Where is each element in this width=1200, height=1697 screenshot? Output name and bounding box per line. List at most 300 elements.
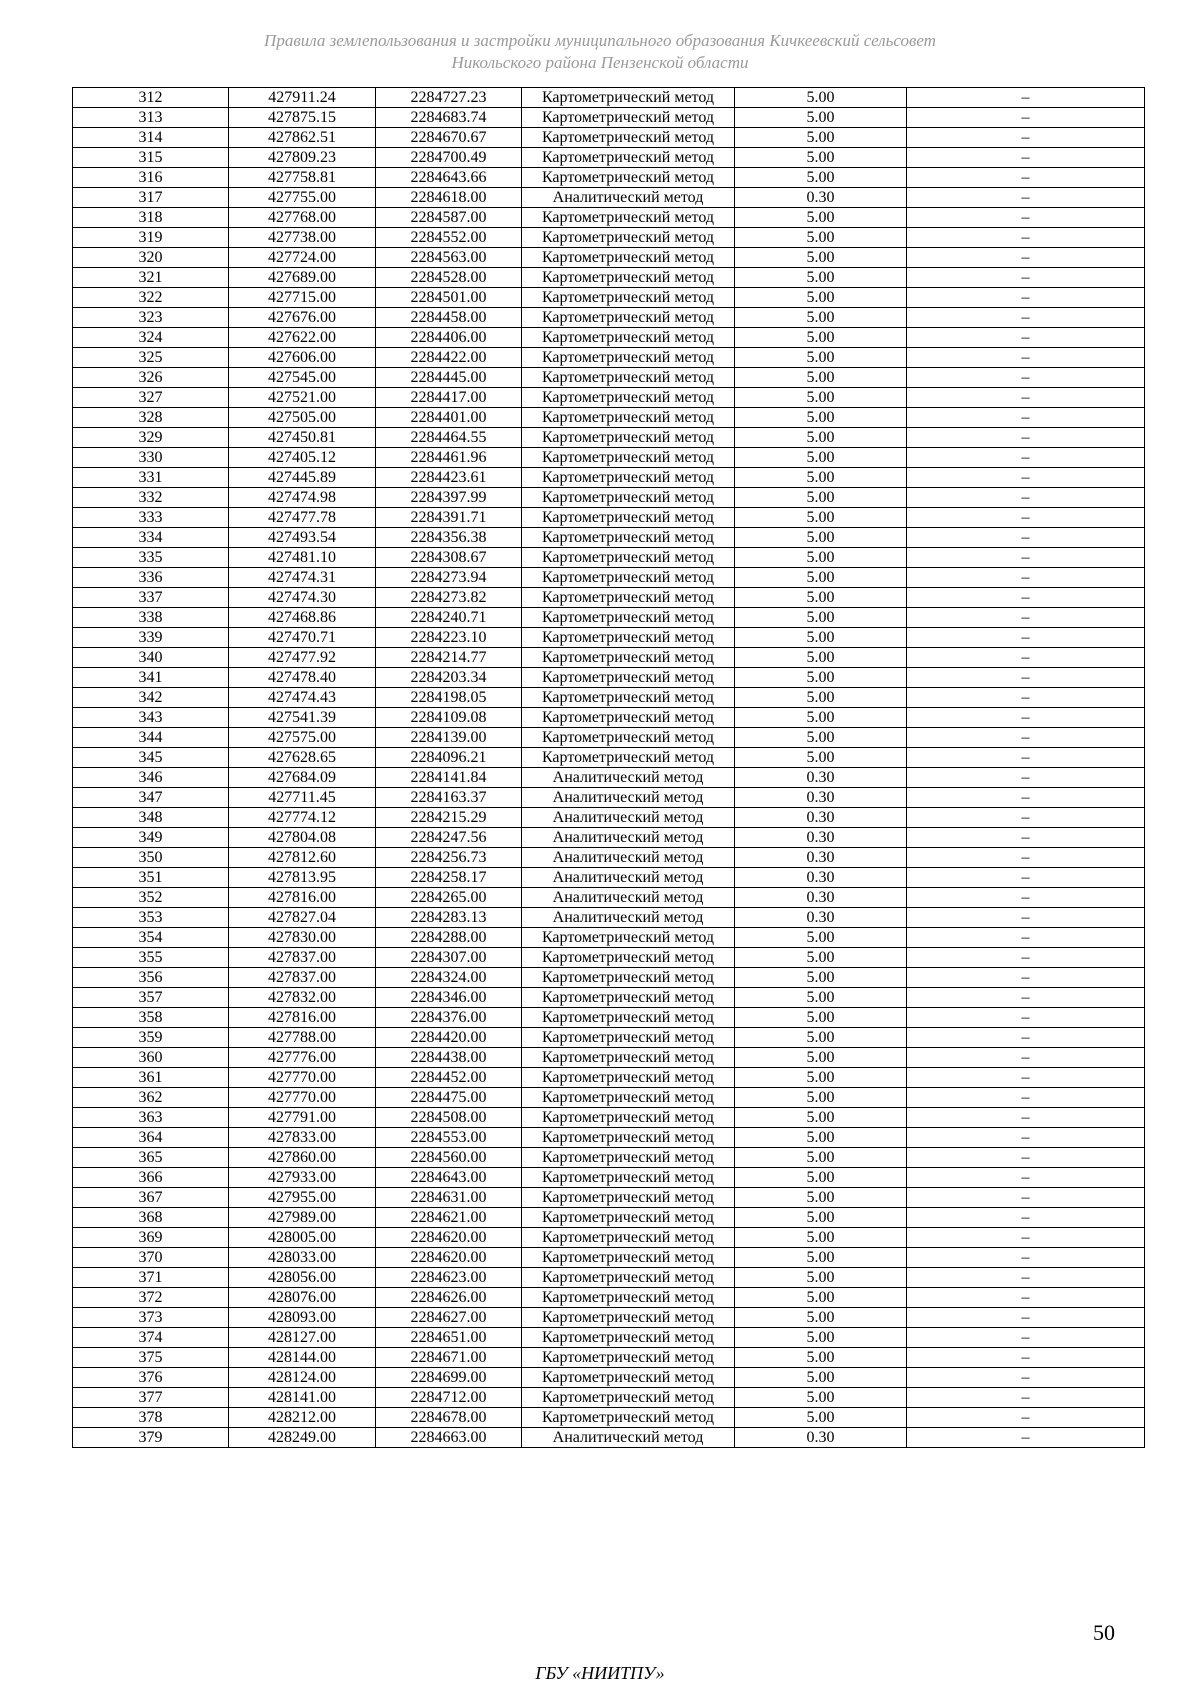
x-coordinate-cell: 427860.00 — [229, 1148, 376, 1168]
method-cell: Картометрический метод — [522, 1388, 735, 1408]
accuracy-cell: 5.00 — [735, 668, 907, 688]
accuracy-cell: 0.30 — [735, 808, 907, 828]
note-cell: – — [907, 128, 1145, 148]
point-number-cell: 340 — [73, 648, 229, 668]
point-number-cell: 348 — [73, 808, 229, 828]
x-coordinate-cell: 427837.00 — [229, 948, 376, 968]
method-cell: Картометрический метод — [522, 1128, 735, 1148]
y-coordinate-cell: 2284727.23 — [376, 88, 522, 108]
table-row — [73, 288, 1145, 308]
point-number-cell: 370 — [73, 1248, 229, 1268]
accuracy-cell: 5.00 — [735, 408, 907, 428]
point-number-cell: 317 — [73, 188, 229, 208]
table-row — [73, 1368, 1145, 1388]
x-coordinate-cell: 427768.00 — [229, 208, 376, 228]
method-cell: Аналитический метод — [522, 808, 735, 828]
table-row — [73, 348, 1145, 368]
table-row — [73, 668, 1145, 688]
accuracy-cell: 5.00 — [735, 288, 907, 308]
table-row — [73, 1148, 1145, 1168]
table-row — [73, 108, 1145, 128]
method-cell: Аналитический метод — [522, 828, 735, 848]
table-row — [73, 1128, 1145, 1148]
point-number-cell: 366 — [73, 1168, 229, 1188]
x-coordinate-cell: 428212.00 — [229, 1408, 376, 1428]
note-cell: – — [907, 1388, 1145, 1408]
accuracy-cell: 0.30 — [735, 848, 907, 868]
accuracy-cell: 5.00 — [735, 1408, 907, 1428]
x-coordinate-cell: 428249.00 — [229, 1428, 376, 1448]
method-cell: Картометрический метод — [522, 508, 735, 528]
y-coordinate-cell: 2284324.00 — [376, 968, 522, 988]
y-coordinate-cell: 2284307.00 — [376, 948, 522, 968]
x-coordinate-cell: 427575.00 — [229, 728, 376, 748]
note-cell: – — [907, 1328, 1145, 1348]
accuracy-cell: 5.00 — [735, 448, 907, 468]
point-number-cell: 342 — [73, 688, 229, 708]
note-cell: – — [907, 828, 1145, 848]
note-cell: – — [907, 708, 1145, 728]
note-cell: – — [907, 768, 1145, 788]
point-number-cell: 341 — [73, 668, 229, 688]
point-number-cell: 330 — [73, 448, 229, 468]
header-line-2: Никольского района Пензенской области — [451, 53, 749, 72]
x-coordinate-cell: 427474.43 — [229, 688, 376, 708]
accuracy-cell: 5.00 — [735, 1088, 907, 1108]
point-number-cell: 346 — [73, 768, 229, 788]
y-coordinate-cell: 2284096.21 — [376, 748, 522, 768]
x-coordinate-cell: 427474.31 — [229, 568, 376, 588]
method-cell: Аналитический метод — [522, 868, 735, 888]
point-number-cell: 339 — [73, 628, 229, 648]
point-number-cell: 336 — [73, 568, 229, 588]
table-row — [73, 1248, 1145, 1268]
accuracy-cell: 5.00 — [735, 1248, 907, 1268]
note-cell: – — [907, 288, 1145, 308]
accuracy-cell: 5.00 — [735, 568, 907, 588]
y-coordinate-cell: 2284417.00 — [376, 388, 522, 408]
y-coordinate-cell: 2284438.00 — [376, 1048, 522, 1068]
table-row — [73, 228, 1145, 248]
table-row — [73, 1348, 1145, 1368]
method-cell: Картометрический метод — [522, 1288, 735, 1308]
point-number-cell: 365 — [73, 1148, 229, 1168]
table-row — [73, 188, 1145, 208]
method-cell: Картометрический метод — [522, 308, 735, 328]
point-number-cell: 377 — [73, 1388, 229, 1408]
x-coordinate-cell: 428076.00 — [229, 1288, 376, 1308]
table-row — [73, 1048, 1145, 1068]
y-coordinate-cell: 2284223.10 — [376, 628, 522, 648]
note-cell: – — [907, 1368, 1145, 1388]
x-coordinate-cell: 427837.00 — [229, 968, 376, 988]
accuracy-cell: 5.00 — [735, 588, 907, 608]
note-cell: – — [907, 1148, 1145, 1168]
y-coordinate-cell: 2284563.00 — [376, 248, 522, 268]
accuracy-cell: 5.00 — [735, 508, 907, 528]
accuracy-cell: 5.00 — [735, 1208, 907, 1228]
note-cell: – — [907, 868, 1145, 888]
point-number-cell: 363 — [73, 1108, 229, 1128]
note-cell: – — [907, 508, 1145, 528]
method-cell: Картометрический метод — [522, 1328, 735, 1348]
point-number-cell: 371 — [73, 1268, 229, 1288]
method-cell: Картометрический метод — [522, 88, 735, 108]
accuracy-cell: 5.00 — [735, 608, 907, 628]
y-coordinate-cell: 2284198.05 — [376, 688, 522, 708]
point-number-cell: 333 — [73, 508, 229, 528]
x-coordinate-cell: 427715.00 — [229, 288, 376, 308]
note-cell: – — [907, 268, 1145, 288]
point-number-cell: 378 — [73, 1408, 229, 1428]
point-number-cell: 316 — [73, 168, 229, 188]
method-cell: Картометрический метод — [522, 1268, 735, 1288]
y-coordinate-cell: 2284273.82 — [376, 588, 522, 608]
note-cell: – — [907, 468, 1145, 488]
method-cell: Картометрический метод — [522, 1248, 735, 1268]
x-coordinate-cell: 428005.00 — [229, 1228, 376, 1248]
y-coordinate-cell: 2284501.00 — [376, 288, 522, 308]
table-row — [73, 1328, 1145, 1348]
accuracy-cell: 5.00 — [735, 308, 907, 328]
accuracy-cell: 5.00 — [735, 728, 907, 748]
note-cell: – — [907, 248, 1145, 268]
point-number-cell: 335 — [73, 548, 229, 568]
table-row — [73, 708, 1145, 728]
x-coordinate-cell: 427724.00 — [229, 248, 376, 268]
accuracy-cell: 5.00 — [735, 428, 907, 448]
x-coordinate-cell: 427521.00 — [229, 388, 376, 408]
accuracy-cell: 0.30 — [735, 1428, 907, 1448]
x-coordinate-cell: 427468.86 — [229, 608, 376, 628]
table-row — [73, 1088, 1145, 1108]
accuracy-cell: 5.00 — [735, 128, 907, 148]
table-row — [73, 1188, 1145, 1208]
note-cell: – — [907, 428, 1145, 448]
x-coordinate-cell: 427493.54 — [229, 528, 376, 548]
note-cell: – — [907, 568, 1145, 588]
note-cell: – — [907, 1248, 1145, 1268]
x-coordinate-cell: 427622.00 — [229, 328, 376, 348]
point-number-cell: 352 — [73, 888, 229, 908]
accuracy-cell: 5.00 — [735, 268, 907, 288]
note-cell: – — [907, 748, 1145, 768]
x-coordinate-cell: 427628.65 — [229, 748, 376, 768]
page-number: 50 — [1093, 1620, 1115, 1645]
method-cell: Картометрический метод — [522, 488, 735, 508]
table-row — [73, 1208, 1145, 1228]
y-coordinate-cell: 2284643.66 — [376, 168, 522, 188]
note-cell: – — [907, 668, 1145, 688]
table-row — [73, 508, 1145, 528]
point-number-cell: 358 — [73, 1008, 229, 1028]
method-cell: Картометрический метод — [522, 608, 735, 628]
point-number-cell: 360 — [73, 1048, 229, 1068]
header-line-1: Правила землепользования и застройки муниципального образования Кичкеевский сельсовет — [264, 31, 936, 50]
table-row — [73, 788, 1145, 808]
accuracy-cell: 5.00 — [735, 968, 907, 988]
x-coordinate-cell: 427791.00 — [229, 1108, 376, 1128]
accuracy-cell: 5.00 — [735, 488, 907, 508]
accuracy-cell: 5.00 — [735, 1008, 907, 1028]
accuracy-cell: 5.00 — [735, 368, 907, 388]
accuracy-cell: 5.00 — [735, 88, 907, 108]
note-cell: – — [907, 348, 1145, 368]
x-coordinate-cell: 427606.00 — [229, 348, 376, 368]
note-cell: – — [907, 168, 1145, 188]
point-number-cell: 345 — [73, 748, 229, 768]
point-number-cell: 338 — [73, 608, 229, 628]
point-number-cell: 325 — [73, 348, 229, 368]
point-number-cell: 331 — [73, 468, 229, 488]
note-cell: – — [907, 488, 1145, 508]
accuracy-cell: 0.30 — [735, 788, 907, 808]
y-coordinate-cell: 2284376.00 — [376, 1008, 522, 1028]
y-coordinate-cell: 2284643.00 — [376, 1168, 522, 1188]
table-row — [73, 848, 1145, 868]
point-number-cell: 361 — [73, 1068, 229, 1088]
x-coordinate-cell: 428141.00 — [229, 1388, 376, 1408]
method-cell: Картометрический метод — [522, 348, 735, 368]
table-row — [73, 1168, 1145, 1188]
table-row — [73, 428, 1145, 448]
x-coordinate-cell: 427827.04 — [229, 908, 376, 928]
accuracy-cell: 5.00 — [735, 748, 907, 768]
point-number-cell: 353 — [73, 908, 229, 928]
accuracy-cell: 5.00 — [735, 168, 907, 188]
x-coordinate-cell: 427804.08 — [229, 828, 376, 848]
accuracy-cell: 5.00 — [735, 1368, 907, 1388]
x-coordinate-cell: 427833.00 — [229, 1128, 376, 1148]
point-number-cell: 324 — [73, 328, 229, 348]
y-coordinate-cell: 2284452.00 — [376, 1068, 522, 1088]
y-coordinate-cell: 2284508.00 — [376, 1108, 522, 1128]
note-cell: – — [907, 88, 1145, 108]
accuracy-cell: 5.00 — [735, 228, 907, 248]
note-cell: – — [907, 628, 1145, 648]
method-cell: Картометрический метод — [522, 128, 735, 148]
method-cell: Картометрический метод — [522, 1108, 735, 1128]
x-coordinate-cell: 427711.45 — [229, 788, 376, 808]
point-number-cell: 372 — [73, 1288, 229, 1308]
accuracy-cell: 5.00 — [735, 628, 907, 648]
note-cell: – — [907, 148, 1145, 168]
x-coordinate-cell: 427774.12 — [229, 808, 376, 828]
point-number-cell: 374 — [73, 1328, 229, 1348]
note-cell: – — [907, 1268, 1145, 1288]
x-coordinate-cell: 427676.00 — [229, 308, 376, 328]
point-number-cell: 375 — [73, 1348, 229, 1368]
point-number-cell: 314 — [73, 128, 229, 148]
point-number-cell: 354 — [73, 928, 229, 948]
note-cell: – — [907, 208, 1145, 228]
point-number-cell: 351 — [73, 868, 229, 888]
method-cell: Картометрический метод — [522, 1348, 735, 1368]
table-row — [73, 1108, 1145, 1128]
y-coordinate-cell: 2284240.71 — [376, 608, 522, 628]
method-cell: Картометрический метод — [522, 408, 735, 428]
table-row — [73, 488, 1145, 508]
table-row — [73, 888, 1145, 908]
x-coordinate-cell: 427989.00 — [229, 1208, 376, 1228]
method-cell: Картометрический метод — [522, 1048, 735, 1068]
y-coordinate-cell: 2284621.00 — [376, 1208, 522, 1228]
method-cell: Картометрический метод — [522, 968, 735, 988]
method-cell: Картометрический метод — [522, 588, 735, 608]
note-cell: – — [907, 1428, 1145, 1448]
point-number-cell: 319 — [73, 228, 229, 248]
table-row — [73, 1408, 1145, 1428]
y-coordinate-cell: 2284475.00 — [376, 1088, 522, 1108]
method-cell: Картометрический метод — [522, 288, 735, 308]
accuracy-cell: 5.00 — [735, 1308, 907, 1328]
x-coordinate-cell: 427788.00 — [229, 1028, 376, 1048]
x-coordinate-cell: 427933.00 — [229, 1168, 376, 1188]
y-coordinate-cell: 2284560.00 — [376, 1148, 522, 1168]
note-cell: – — [907, 1288, 1145, 1308]
x-coordinate-cell: 427755.00 — [229, 188, 376, 208]
accuracy-cell: 5.00 — [735, 1328, 907, 1348]
y-coordinate-cell: 2284256.73 — [376, 848, 522, 868]
table-row — [73, 1288, 1145, 1308]
y-coordinate-cell: 2284288.00 — [376, 928, 522, 948]
accuracy-cell: 5.00 — [735, 1188, 907, 1208]
y-coordinate-cell: 2284215.29 — [376, 808, 522, 828]
note-cell: – — [907, 228, 1145, 248]
table-row — [73, 468, 1145, 488]
x-coordinate-cell: 427481.10 — [229, 548, 376, 568]
accuracy-cell: 5.00 — [735, 1148, 907, 1168]
note-cell: – — [907, 688, 1145, 708]
method-cell: Картометрический метод — [522, 268, 735, 288]
x-coordinate-cell: 427812.60 — [229, 848, 376, 868]
point-number-cell: 332 — [73, 488, 229, 508]
table-row — [73, 128, 1145, 148]
y-coordinate-cell: 2284458.00 — [376, 308, 522, 328]
x-coordinate-cell: 427689.00 — [229, 268, 376, 288]
table-row — [73, 1308, 1145, 1328]
table-row — [73, 388, 1145, 408]
method-cell: Картометрический метод — [522, 388, 735, 408]
point-number-cell: 343 — [73, 708, 229, 728]
table-row — [73, 1068, 1145, 1088]
method-cell: Картометрический метод — [522, 648, 735, 668]
point-number-cell: 328 — [73, 408, 229, 428]
x-coordinate-cell: 428124.00 — [229, 1368, 376, 1388]
method-cell: Картометрический метод — [522, 528, 735, 548]
accuracy-cell: 5.00 — [735, 1288, 907, 1308]
note-cell: – — [907, 1108, 1145, 1128]
table-row — [73, 1268, 1145, 1288]
method-cell: Картометрический метод — [522, 988, 735, 1008]
method-cell: Картометрический метод — [522, 1168, 735, 1188]
note-cell: – — [907, 848, 1145, 868]
y-coordinate-cell: 2284618.00 — [376, 188, 522, 208]
note-cell: – — [907, 448, 1145, 468]
x-coordinate-cell: 427470.71 — [229, 628, 376, 648]
method-cell: Картометрический метод — [522, 1028, 735, 1048]
coordinates-table — [72, 87, 1145, 1448]
table-row — [73, 648, 1145, 668]
point-number-cell: 349 — [73, 828, 229, 848]
y-coordinate-cell: 2284552.00 — [376, 228, 522, 248]
accuracy-cell: 5.00 — [735, 928, 907, 948]
y-coordinate-cell: 2284445.00 — [376, 368, 522, 388]
method-cell: Аналитический метод — [522, 888, 735, 908]
note-cell: – — [907, 528, 1145, 548]
table-row — [73, 768, 1145, 788]
y-coordinate-cell: 2284712.00 — [376, 1388, 522, 1408]
point-number-cell: 334 — [73, 528, 229, 548]
point-number-cell: 322 — [73, 288, 229, 308]
table-row — [73, 168, 1145, 188]
table-row — [73, 948, 1145, 968]
table-row — [73, 528, 1145, 548]
note-cell: – — [907, 368, 1145, 388]
note-cell: – — [907, 1188, 1145, 1208]
table-row — [73, 688, 1145, 708]
x-coordinate-cell: 427911.24 — [229, 88, 376, 108]
x-coordinate-cell: 427505.00 — [229, 408, 376, 428]
y-coordinate-cell: 2284247.56 — [376, 828, 522, 848]
y-coordinate-cell: 2284397.99 — [376, 488, 522, 508]
y-coordinate-cell: 2284670.67 — [376, 128, 522, 148]
x-coordinate-cell: 427477.92 — [229, 648, 376, 668]
accuracy-cell: 0.30 — [735, 768, 907, 788]
note-cell: – — [907, 1348, 1145, 1368]
note-cell: – — [907, 988, 1145, 1008]
y-coordinate-cell: 2284464.55 — [376, 428, 522, 448]
y-coordinate-cell: 2284651.00 — [376, 1328, 522, 1348]
method-cell: Картометрический метод — [522, 748, 735, 768]
table-row — [73, 148, 1145, 168]
x-coordinate-cell: 427832.00 — [229, 988, 376, 1008]
method-cell: Картометрический метод — [522, 1228, 735, 1248]
table-row — [73, 728, 1145, 748]
table-row — [73, 868, 1145, 888]
method-cell: Картометрический метод — [522, 108, 735, 128]
y-coordinate-cell: 2284461.96 — [376, 448, 522, 468]
point-number-cell: 312 — [73, 88, 229, 108]
point-number-cell: 356 — [73, 968, 229, 988]
y-coordinate-cell: 2284627.00 — [376, 1308, 522, 1328]
method-cell: Картометрический метод — [522, 248, 735, 268]
y-coordinate-cell: 2284620.00 — [376, 1228, 522, 1248]
x-coordinate-cell: 427541.39 — [229, 708, 376, 728]
method-cell: Картометрический метод — [522, 468, 735, 488]
y-coordinate-cell: 2284626.00 — [376, 1288, 522, 1308]
accuracy-cell: 5.00 — [735, 148, 907, 168]
table-row — [73, 1228, 1145, 1248]
x-coordinate-cell: 428056.00 — [229, 1268, 376, 1288]
note-cell: – — [907, 1128, 1145, 1148]
accuracy-cell: 0.30 — [735, 888, 907, 908]
table-row — [73, 988, 1145, 1008]
accuracy-cell: 0.30 — [735, 868, 907, 888]
y-coordinate-cell: 2284620.00 — [376, 1248, 522, 1268]
point-number-cell: 376 — [73, 1368, 229, 1388]
method-cell: Картометрический метод — [522, 568, 735, 588]
y-coordinate-cell: 2284141.84 — [376, 768, 522, 788]
table-row — [73, 268, 1145, 288]
method-cell: Картометрический метод — [522, 428, 735, 448]
x-coordinate-cell: 428144.00 — [229, 1348, 376, 1368]
accuracy-cell: 5.00 — [735, 1388, 907, 1408]
point-number-cell: 315 — [73, 148, 229, 168]
method-cell: Картометрический метод — [522, 1008, 735, 1028]
y-coordinate-cell: 2284391.71 — [376, 508, 522, 528]
accuracy-cell: 5.00 — [735, 548, 907, 568]
